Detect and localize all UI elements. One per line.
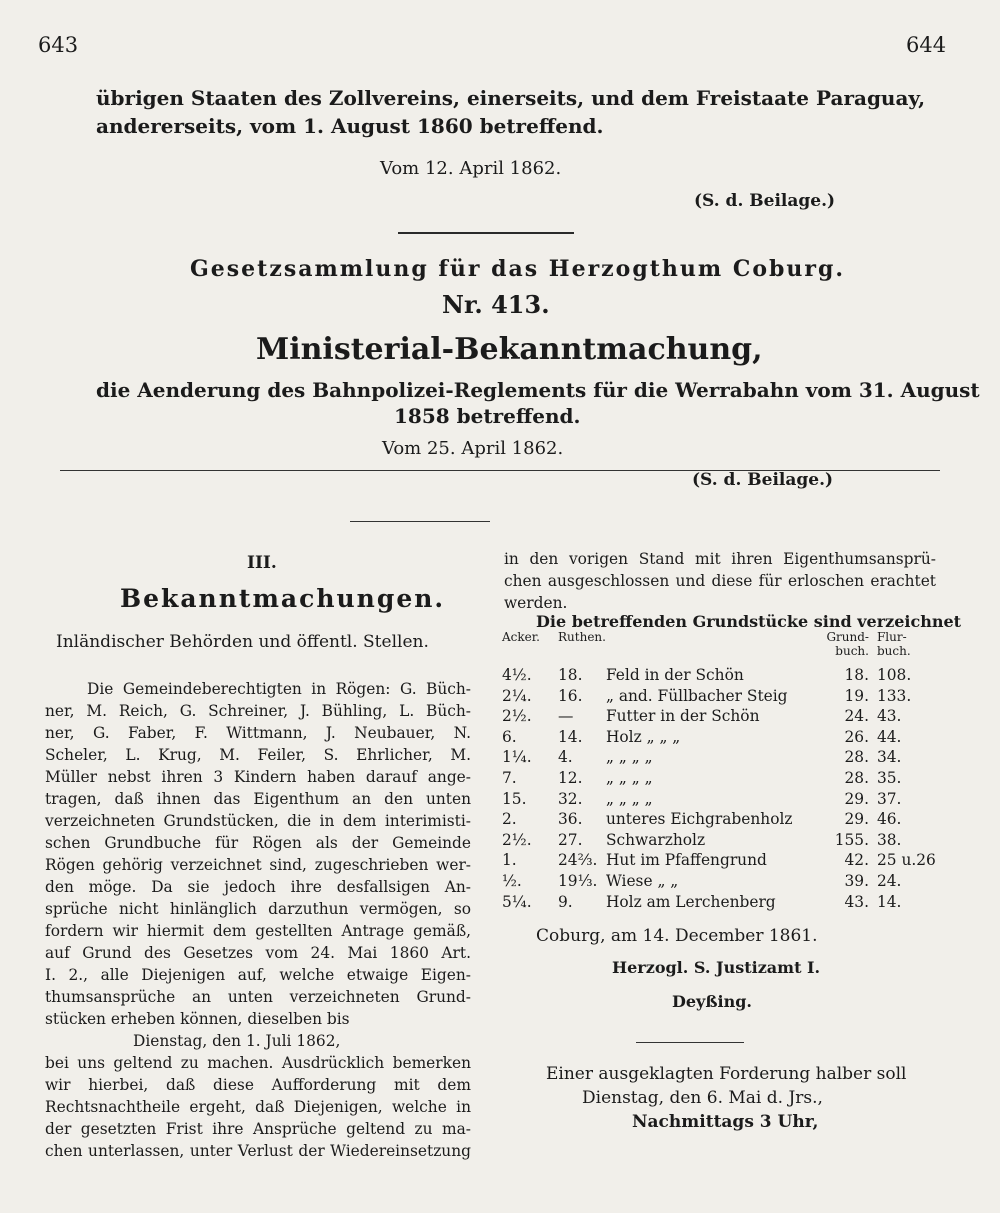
- text-line: bei uns geltend zu machen. Ausdrücklich bemerken: [45, 1054, 471, 1072]
- cell: 108.: [876, 666, 912, 684]
- top-notice-line1: übrigen Staaten des Zollvereins, einerseits, und dem Freistaate Paraguay,: [96, 86, 926, 110]
- parcel-table: [502, 630, 936, 913]
- cell: 2½.: [502, 707, 532, 726]
- cell: 34.: [876, 748, 902, 767]
- cell: 7.: [502, 768, 517, 787]
- ordinance-attachment: (S. d. Beilage.): [692, 470, 834, 490]
- cell: unteres Eichgrabenholz: [605, 810, 793, 829]
- header-blank: [606, 630, 821, 666]
- cell: 19⅓.: [558, 871, 598, 890]
- cell: 1¼.: [502, 748, 532, 767]
- closing-office: Herzogl. S. Justizamt I.: [612, 958, 821, 977]
- text-line: chen unterlassen, unter Verlust der Wiedereinsetzung: [45, 1142, 471, 1160]
- header-grundbuch: Grund-buch.: [826, 630, 869, 658]
- cell: 4.: [558, 748, 573, 767]
- table-row: [502, 728, 936, 749]
- cell: 43.: [876, 707, 902, 726]
- table-row: [502, 810, 936, 831]
- cell: 26.: [844, 727, 869, 746]
- cell: 29.: [844, 810, 869, 829]
- gesetzsammlung-title: Gesetzsammlung für das Herzogthum Coburg.: [190, 256, 846, 282]
- cell: Schwarzholz: [605, 830, 706, 849]
- cell: 15.: [502, 789, 527, 808]
- text-line: auf Grund des Gesetzes vom 24. Mai 1860 Art.: [45, 944, 471, 962]
- table-row: [502, 769, 936, 790]
- section-title: Bekanntmachungen.: [120, 584, 446, 613]
- ordinance-date: Vom 25. April 1862.: [382, 438, 564, 459]
- text-line: Scheler, L. Krug, M. Feiler, S. Ehrlicher, M.: [45, 746, 471, 764]
- top-notice-date: Vom 12. April 1862.: [380, 158, 562, 179]
- cell: Wiese „ „: [605, 871, 679, 890]
- cell: 19.: [844, 686, 869, 705]
- text-line: werden.: [504, 594, 568, 612]
- cell: 35.: [876, 768, 902, 787]
- left-column-text: [45, 678, 471, 1162]
- text-line: in den vorigen Stand mit ihren Eigenthumsansprü-: [504, 550, 936, 568]
- cell: 43.: [844, 892, 869, 911]
- gesetzsammlung-number: Nr. 413.: [442, 290, 550, 319]
- table-row: [502, 851, 936, 872]
- cell: 37.: [876, 789, 902, 808]
- text-line: Die Gemeindeberechtigten in Rögen: G. Büch-: [87, 680, 471, 698]
- divider-rule: [398, 232, 574, 234]
- cell: 38.: [876, 830, 902, 849]
- table-row: [502, 790, 936, 811]
- cell: Hut im Pfaffengrund: [605, 851, 767, 870]
- cell: Futter in der Schön: [605, 707, 760, 726]
- notice-rule: [636, 1042, 744, 1043]
- page-number-left: 643: [38, 33, 79, 57]
- text-line: verzeichneten Grundstücken, die in dem interimisti-: [45, 812, 471, 830]
- text-line: tragen, daß ihnen das Eigenthum an den unten: [45, 790, 471, 808]
- cell: 133.: [876, 686, 912, 705]
- ordinance-subject-line2: 1858 betreffend.: [394, 404, 581, 428]
- ordinance-subject-line1: die Aenderung des Bahnpolizei-Reglements für die Werrabahn vom 31. August: [96, 378, 980, 402]
- text-line: schen Grundbuche für Rögen als der Gemeinde: [45, 834, 471, 852]
- column-rule: [350, 521, 490, 522]
- cell: ½.: [502, 871, 522, 890]
- deadline-line: Dienstag, den 1. Juli 1862,: [133, 1032, 341, 1050]
- cell: 16.: [558, 686, 583, 705]
- cell: „ „ „ „: [605, 768, 653, 787]
- closing-place-date: Coburg, am 14. December 1861.: [536, 926, 818, 946]
- cell: 36.: [558, 810, 583, 829]
- table-row: [502, 872, 936, 893]
- top-notice-line2: andererseits, vom 1. August 1860 betreffend.: [96, 114, 604, 138]
- cell: 14.: [558, 727, 583, 746]
- page-number-right: 644: [906, 33, 947, 57]
- text-line: Müller nebst ihren 3 Kindern haben darauf ange-: [45, 768, 471, 786]
- cell: 6.: [502, 727, 517, 746]
- text-line: I. 2., alle Diejenigen auf, welche etwaige Eigen-: [45, 966, 471, 984]
- text-line: den möge. Da sie jedoch ihre desfallsigen An-: [45, 878, 471, 896]
- table-intro: Die betreffenden Grundstücke sind verzeichnet: [536, 612, 962, 631]
- cell: 27.: [558, 830, 583, 849]
- next-notice-line2: Dienstag, den 6. Mai d. Jrs.,: [582, 1088, 823, 1108]
- cell: Holz „ „ „: [605, 727, 681, 746]
- closing-signature: Deyßing.: [672, 992, 752, 1011]
- section-subtitle: Inländischer Behörden und öffentl. Stellen.: [56, 632, 429, 652]
- text-line: der gesetzten Frist ihre Ansprüche geltend zu ma-: [45, 1120, 471, 1138]
- top-notice-attachment: (S. d. Beilage.): [694, 191, 836, 211]
- cell: 2½.: [502, 830, 532, 849]
- cell: 24.: [876, 871, 902, 890]
- cell: „ „ „ „: [605, 748, 653, 767]
- cell: 14.: [876, 892, 902, 911]
- text-line: chen ausgeschlossen und diese für erloschen erachtet: [504, 572, 936, 590]
- ordinance-heading: Ministerial-Bekanntmachung,: [256, 332, 763, 367]
- table-row: [502, 893, 936, 914]
- cell: 46.: [876, 810, 902, 829]
- text-line: wir hierbei, daß diese Aufforderung mit dem: [45, 1076, 471, 1094]
- table-header-row: [502, 630, 936, 666]
- table-row: [502, 707, 936, 728]
- next-notice-line1: Einer ausgeklagten Forderung halber soll: [546, 1064, 907, 1084]
- text-line: Rechtsnachtheile ergeht, daß Diejenigen, welche in: [45, 1098, 471, 1116]
- text-line: Rögen gehörig verzeichnet sind, zugeschrieben wer-: [45, 856, 471, 874]
- cell: 5¼.: [502, 892, 532, 911]
- text-line: sprüche nicht hinlänglich darzuthun vermögen, so: [45, 900, 471, 918]
- cell: 39.: [844, 871, 869, 890]
- section-number: III.: [247, 553, 277, 573]
- cell: 32.: [558, 789, 583, 808]
- right-column-text: [504, 548, 936, 614]
- cell: 28.: [844, 748, 869, 767]
- cell: 9.: [558, 892, 573, 911]
- cell: 29.: [844, 789, 869, 808]
- cell: 155.: [834, 830, 869, 849]
- header-flurbuch: Flur-buch.: [876, 630, 911, 658]
- cell: 42.: [844, 851, 869, 870]
- cell: 4½.: [502, 666, 532, 684]
- cell: 2¼.: [502, 686, 532, 705]
- table-row: [502, 687, 936, 708]
- cell: 12.: [558, 768, 583, 787]
- cell: 18.: [558, 666, 583, 684]
- text-line: ner, G. Faber, F. Wittmann, J. Neubauer, N.: [45, 724, 471, 742]
- text-line: fordern wir hiermit dem gestellten Antrage gemäß,: [45, 922, 471, 940]
- table-row: [502, 748, 936, 769]
- next-notice-line3: Nachmittags 3 Uhr,: [632, 1112, 819, 1132]
- cell: 44.: [876, 727, 902, 746]
- cell: 2.: [502, 810, 517, 829]
- text-line: ner, M. Reich, G. Schreiner, J. Bühling, L. Büch-: [45, 702, 471, 720]
- header-ruthen: Ruthen.: [558, 630, 606, 644]
- table-row: [502, 831, 936, 852]
- cell: „ and. Füllbacher Steig: [605, 686, 788, 705]
- cell: 28.: [844, 768, 869, 787]
- table-row: [502, 666, 936, 687]
- cell: 24.: [844, 707, 869, 726]
- cell: 24⅔.: [558, 851, 598, 870]
- cell: 18.: [844, 666, 869, 684]
- cell: 1.: [502, 851, 517, 870]
- cell: Feld in der Schön: [605, 666, 744, 684]
- text-line: thumsansprüche an unten verzeichneten Grund-: [45, 988, 471, 1006]
- cell: —: [558, 707, 574, 726]
- cell: „ „ „ „: [605, 789, 653, 808]
- header-acker: Acker.: [502, 630, 540, 644]
- cell: 25 u.26: [876, 851, 936, 870]
- text-line: stücken erheben können, dieselben bis: [45, 1010, 350, 1028]
- cell: Holz am Lerchenberg: [605, 892, 776, 911]
